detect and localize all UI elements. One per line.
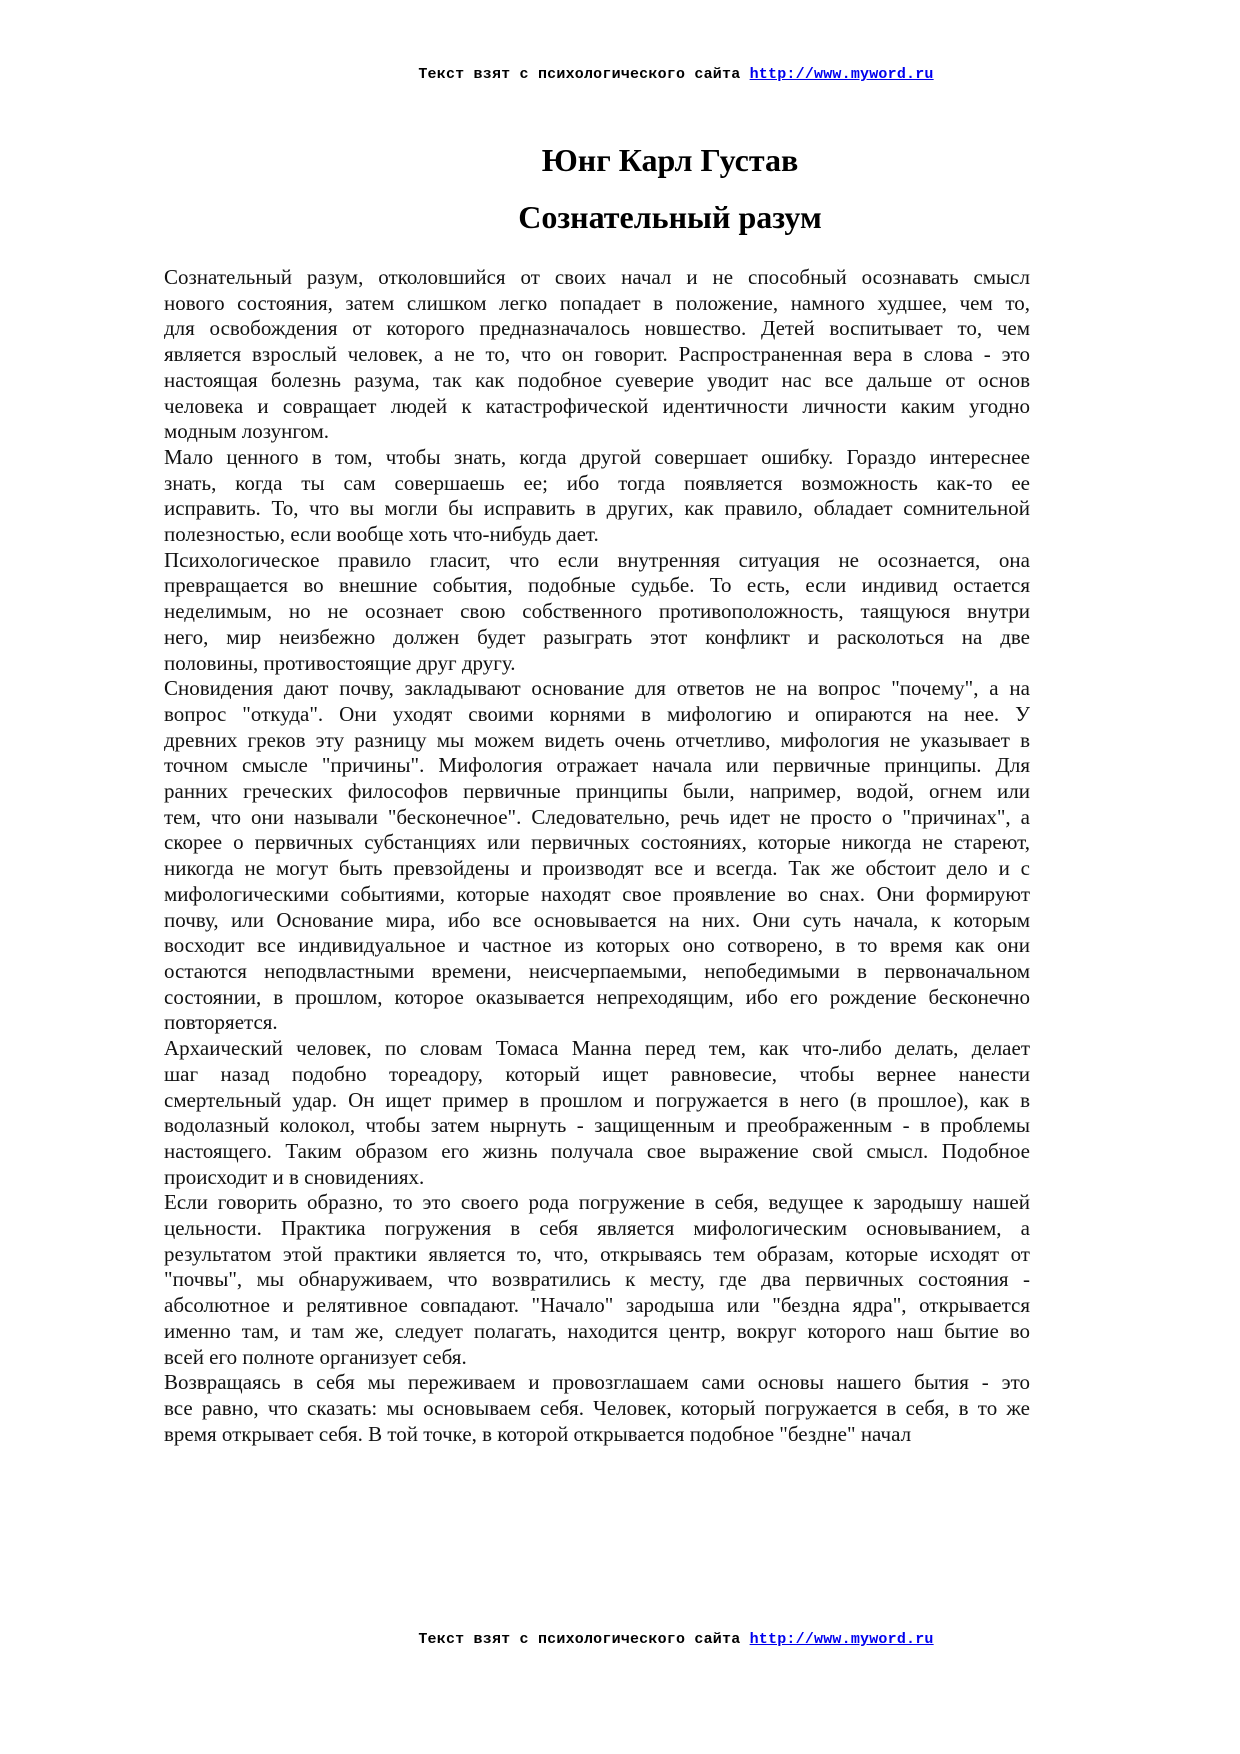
document-body (160, 265, 1030, 1447)
paragraph (160, 1370, 1030, 1447)
text-line: неделимым, но не осознает свою собственного противоположность, таящуюся внутри (164, 599, 1030, 624)
text-line: Сознательный разум, отколовшийся от своих начал и не способный осознавать смысл (164, 265, 1030, 289)
text-line: тем, что они называли "бесконечное". Следовательно, речь идет не просто о "причинах", а (164, 804, 1030, 829)
text-line: смертельный удар. Он ищет пример в прошлом и погружается в него (в прошлое), как в (164, 1087, 1030, 1112)
paragraph (160, 676, 1030, 1036)
text-line: него, мир неизбежно должен будет разыграть этот конфликт и расколоться на две (164, 624, 1030, 649)
text-line: шаг назад подобно тореадору, который ищет равновесие, чтобы вернее нанести (164, 1061, 1030, 1086)
text-line: Сновидения дают почву, закладывают основание для ответов не на вопрос "почему", а на (164, 676, 1030, 701)
text-line: водолазный колокол, чтобы затем нырнуть - защищенным и преображенным - в проблемы (164, 1113, 1030, 1138)
text-line: нового состояния, затем слишком легко попадает в положение, намного худшее, чем то, (164, 290, 1030, 315)
paragraph (160, 445, 1030, 548)
text-line: состоянии, в прошлом, которое оказывается непреходящим, ибо его рождение бесконечно (164, 984, 1030, 1009)
text-line: половины, противостоящие друг другу. (164, 650, 516, 675)
header-source-banner (56, 66, 1240, 83)
text-line: мифологическими событиями, которые находят свое проявление во снах. Они формируют (164, 881, 1030, 906)
text-line: Мало ценного в том, чтобы знать, когда другой совершает ошибку. Гораздо интереснее (164, 444, 1030, 469)
text-line: для освобождения от которого предназначалось новшество. Детей воспитывает то, чем (164, 316, 1030, 341)
text-line: вопрос "откуда". Они уходят своими корнями в мифологию и опираются на нее. У (164, 701, 1030, 726)
text-line: модным лозунгом. (164, 419, 330, 444)
author-heading: Юнг Карл Густав (541, 142, 799, 178)
text-line: превращается во внешние события, подобные судьбе. То есть, если индивид остается (164, 573, 1030, 598)
text-line: никогда не могут быть превзойдены и производят все и всегда. Так же обстоит дело и с (164, 856, 1030, 881)
footer-source-text: Текст взят с психологического сайта (418, 1631, 750, 1648)
header-source-link[interactable]: http://www.myword.ru (749, 66, 934, 83)
text-line: восходит все индивидуальное и частное из которых оно сотворено, в то время как они (164, 933, 1030, 958)
text-line: почву, или Основание мира, ибо все основывается на них. Они суть начала, к которым (164, 907, 1030, 932)
header-source-text: Текст взят с психологического сайта (418, 66, 750, 83)
text-line: всей его полноте организует себя. (164, 1344, 467, 1369)
text-line: остаются неподвластными времени, неисчерпаемыми, непобедимыми в первоначальном (164, 958, 1030, 983)
text-line: Архаический человек, по словам Томаса Манна перед тем, как что-либо делать, делает (164, 1036, 1030, 1061)
text-line: происходит и в сновидениях. (164, 1164, 425, 1189)
paragraph (160, 1036, 1030, 1190)
text-line: результатом этой практики является то, что, открываясь тем образам, которые исходят от (164, 1241, 1030, 1266)
text-line: Психологическое правило гласит, что если внутренняя ситуация не осознается, она (164, 547, 1030, 572)
text-line: древних греков эту разницу мы можем видеть очень отчетливо, мифология не указывает в (164, 727, 1030, 752)
text-line: Возвращаясь в себя мы переживаем и провозглашаем сами основы нашего бытия - это (164, 1370, 1030, 1395)
document-title: Сознательный разум (518, 199, 822, 235)
text-line: полезностью, если вообще хоть что-нибудь дает. (164, 522, 599, 547)
text-line: все равно, что сказать: мы основываем себя. Человек, который погружается в себя, в то же (164, 1395, 1030, 1420)
text-line: настоящего. Таким образом его жизнь получала свое выражение свой смысл. Подобное (164, 1138, 1030, 1163)
paragraph (160, 548, 1030, 677)
text-line: повторяется. (164, 1010, 278, 1035)
text-line: именно там, и там же, следует полагать, находится центр, вокруг которого наш бытие во (164, 1318, 1030, 1343)
footer-source-link[interactable]: http://www.myword.ru (749, 1631, 934, 1648)
text-line: человека и совращает людей к катастрофической идентичности личности каким угодно (164, 393, 1030, 418)
paragraph (160, 265, 1030, 445)
text-line: является взрослый человек, а не то, что он говорит. Распространенная вера в слова - это (164, 342, 1030, 367)
text-line: цельности. Практика погружения в себя является мифологическим основыванием, а (164, 1216, 1030, 1241)
text-line: абсолютное и релятивное совпадают. "Начало" зародыша или "бездна ядра", открывается (164, 1293, 1030, 1318)
paragraph (160, 1190, 1030, 1370)
text-line: скорее о первичных субстанциях или первичных состояниях, которые никогда не стареют, (164, 830, 1030, 855)
text-line: "почвы", мы обнаруживаем, что возвратились к месту, где два первичных состояния - (164, 1267, 1030, 1292)
footer-source-banner (56, 1631, 1240, 1648)
text-line: ранних греческих философов первичные принципы были, например, водой, огнем или (164, 779, 1030, 804)
text-line: знать, когда ты сам совершаешь ее; ибо тогда появляется возможность как-то ее (164, 470, 1030, 495)
text-line: исправить. То, что вы могли бы исправить в других, как правило, обладает сомнительной (164, 496, 1030, 521)
text-line: время открывает себя. В той точке, в которой открывается подобное "бездне" начал (164, 1421, 912, 1446)
text-line: точном смысле "причины". Мифология отражает начала или первичные принципы. Для (164, 753, 1030, 778)
text-line: настоящая болезнь разума, так как подобное суеверие уводит нас все дальше от основ (164, 367, 1030, 392)
text-line: Если говорить образно, то это своего рода погружение в себя, ведущее к зародышу нашей (164, 1190, 1030, 1215)
